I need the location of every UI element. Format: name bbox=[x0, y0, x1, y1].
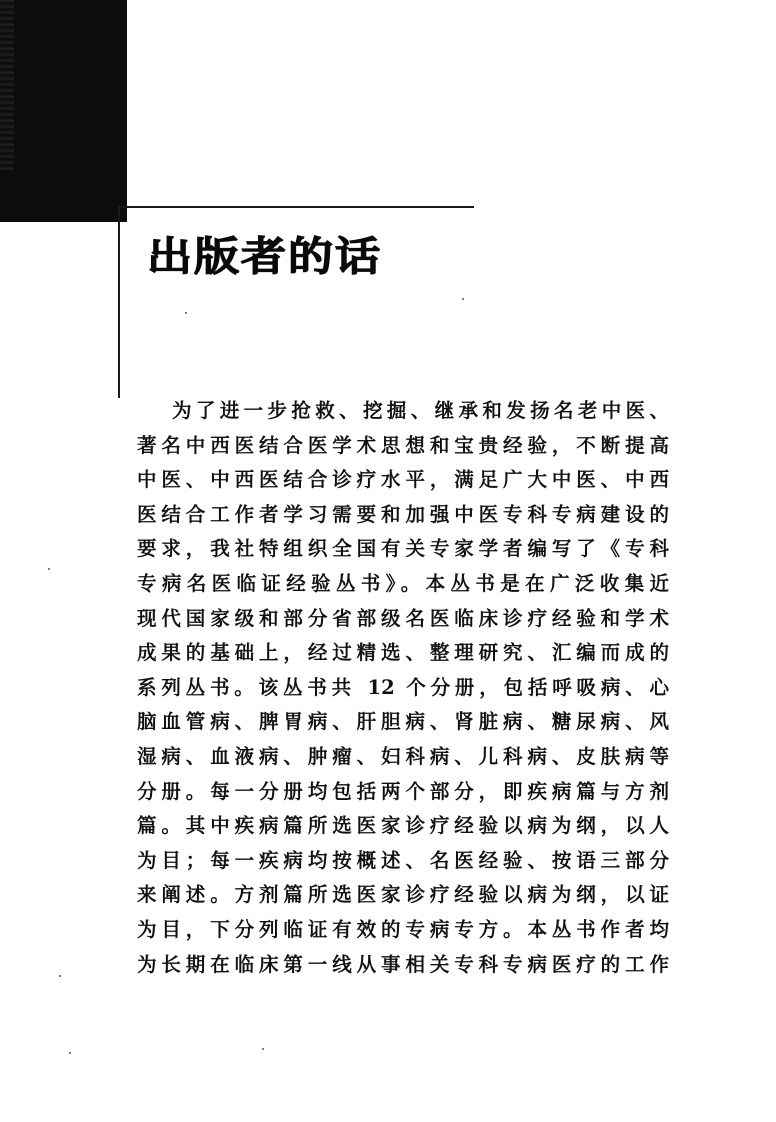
body-line: 湿病、血液病、肿瘤、妇科病、儿科病、皮肤病等 bbox=[137, 744, 669, 768]
body-line: 篇。其中疾病篇所选医家诊疗经验以病为纲，以人 bbox=[137, 814, 669, 838]
body-line: 医结合工作者学习需要和加强中医专科专病建设的 bbox=[137, 502, 669, 526]
body-line: 脑血管病、脾胃病、肝胆病、肾脏病、糖尿病、风 bbox=[137, 710, 669, 734]
scan-edge-texture bbox=[0, 0, 14, 170]
body-line: 中医、中西医结合诊疗水平，满足广大中医、中西 bbox=[137, 468, 669, 492]
left-rule-line bbox=[118, 206, 120, 398]
scan-speck bbox=[69, 1052, 71, 1054]
body-text bbox=[137, 394, 669, 982]
body-line: 要求，我社特组织全国有关专家学者编写了《专科 bbox=[137, 537, 669, 561]
body-line: 为目，下分列临证有效的专病专方。本丛书作者均 bbox=[137, 917, 669, 941]
body-line: 现代国家级和部分省部级名医临床诊疗经验和学术 bbox=[137, 606, 669, 630]
page-title: 出版者的话 bbox=[147, 232, 383, 280]
scan-speck bbox=[59, 975, 61, 977]
body-line: 系列丛书。该丛书共 12 个分册，包括呼吸病、心 bbox=[137, 675, 669, 699]
scan-speck bbox=[462, 298, 464, 300]
body-line: 为长期在临床第一线从事相关专科专病医疗的工作 bbox=[137, 952, 669, 976]
body-line: 为目；每一疾病均按概述、名医经验、按语三部分 bbox=[137, 848, 669, 872]
decorative-black-block bbox=[0, 0, 127, 222]
top-rule-line bbox=[118, 206, 474, 208]
scan-speck bbox=[185, 312, 187, 314]
body-line: 成果的基础上，经过精选、整理研究、汇编而成的 bbox=[137, 641, 669, 665]
scan-speck bbox=[48, 568, 50, 570]
body-line: 专病名医临证经验丛书》。本丛书是在广泛收集近 bbox=[137, 571, 669, 595]
body-line: 来阐述。方剂篇所选医家诊疗经验以病为纲，以证 bbox=[137, 883, 669, 907]
scan-speck bbox=[262, 1048, 264, 1050]
body-line: 著名中西医结合医学术思想和宝贵经验，不断提高 bbox=[137, 433, 669, 457]
body-line: 分册。每一分册均包括两个部分，即疾病篇与方剂 bbox=[137, 779, 669, 803]
body-line: 为了进一步抢救、挖掘、继承和发扬名老中医、 bbox=[172, 399, 669, 422]
